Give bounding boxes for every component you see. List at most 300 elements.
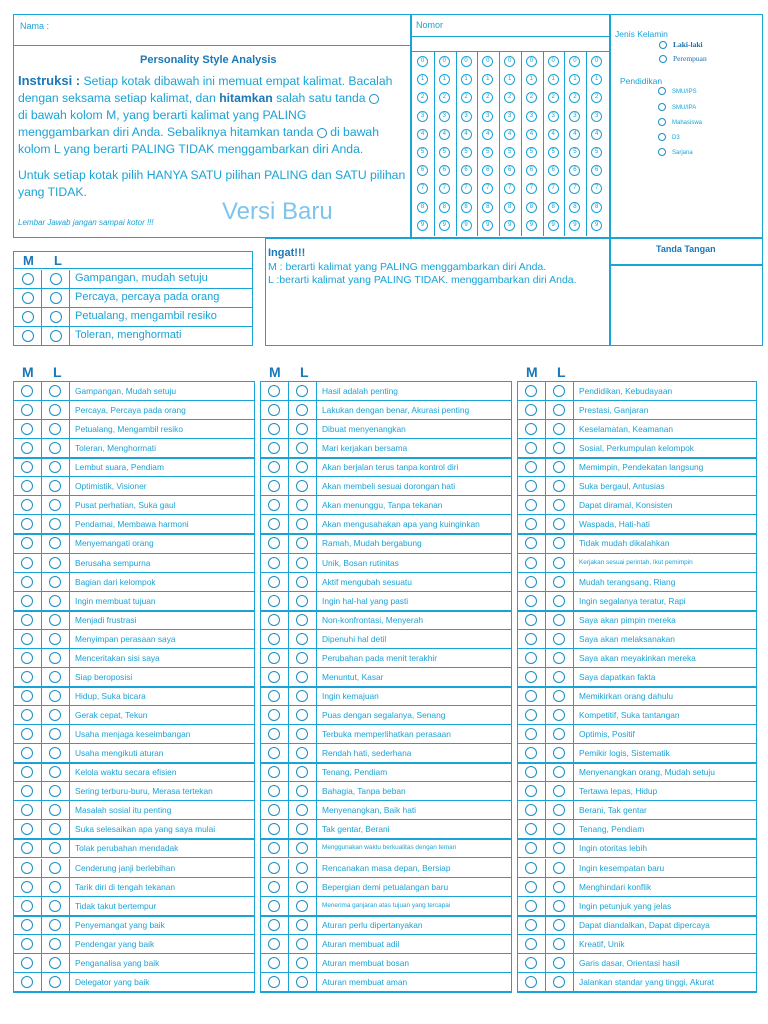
m-cell[interactable]: [14, 725, 42, 743]
radio-m-icon[interactable]: [21, 728, 33, 740]
m-cell[interactable]: [518, 477, 546, 495]
radio-m-icon[interactable]: [525, 652, 537, 664]
sample-l-cell[interactable]: [42, 270, 70, 289]
radio-m-icon[interactable]: [268, 938, 280, 950]
l-cell[interactable]: [546, 630, 574, 648]
nomor-digit-bubble[interactable]: 6: [461, 165, 472, 176]
m-cell[interactable]: [261, 611, 289, 629]
m-cell[interactable]: [14, 973, 42, 991]
nomor-digit-bubble[interactable]: 1: [504, 74, 515, 85]
l-cell[interactable]: [546, 592, 574, 610]
radio-l-icon[interactable]: [49, 480, 61, 492]
radio-m-icon[interactable]: [21, 900, 33, 912]
radio-m-icon[interactable]: [21, 862, 33, 874]
m-cell[interactable]: [14, 744, 42, 762]
radio-l-icon[interactable]: [296, 938, 308, 950]
radio-l-icon[interactable]: [49, 576, 61, 588]
l-cell[interactable]: [42, 725, 70, 743]
radio-l-icon[interactable]: [553, 957, 565, 969]
radio-m-icon[interactable]: [268, 900, 280, 912]
l-cell[interactable]: [289, 668, 317, 686]
signature-box[interactable]: [610, 238, 763, 346]
gender-option-male[interactable]: Laki-laki: [659, 40, 703, 49]
nomor-digit-bubble[interactable]: 7: [504, 183, 515, 194]
l-cell[interactable]: [546, 496, 574, 514]
radio-l-icon[interactable]: [296, 385, 308, 397]
l-cell[interactable]: [42, 897, 70, 915]
l-cell[interactable]: [289, 592, 317, 610]
pendidikan-option-sarjana[interactable]: Sarjana: [658, 148, 693, 156]
nomor-digit-bubble[interactable]: 7: [548, 183, 559, 194]
l-cell[interactable]: [42, 859, 70, 877]
radio-m-icon[interactable]: [525, 385, 537, 397]
radio-l-icon[interactable]: [553, 785, 565, 797]
radio-l-icon[interactable]: [49, 823, 61, 835]
radio-m-icon[interactable]: [525, 938, 537, 950]
nomor-digit-bubble[interactable]: 5: [482, 147, 493, 158]
l-cell[interactable]: [546, 763, 574, 781]
l-cell[interactable]: [546, 706, 574, 724]
radio-l-icon[interactable]: [553, 633, 565, 645]
m-cell[interactable]: [261, 592, 289, 610]
nomor-digit-bubble[interactable]: 0: [504, 56, 515, 67]
m-cell[interactable]: [518, 954, 546, 972]
l-cell[interactable]: [289, 801, 317, 819]
m-cell[interactable]: [518, 801, 546, 819]
radio-m-icon[interactable]: [268, 671, 280, 683]
nomor-digit-bubble[interactable]: 9: [504, 220, 515, 231]
m-cell[interactable]: [518, 706, 546, 724]
nomor-digit-bubble[interactable]: 3: [526, 111, 537, 122]
l-cell[interactable]: [546, 554, 574, 572]
nomor-digit-bubble[interactable]: 1: [482, 74, 493, 85]
radio-l-icon[interactable]: [553, 595, 565, 607]
radio-l-icon[interactable]: [49, 499, 61, 511]
l-cell[interactable]: [546, 420, 574, 438]
radio-l-icon[interactable]: [553, 518, 565, 530]
m-cell[interactable]: [518, 744, 546, 762]
radio-l-icon[interactable]: [49, 423, 61, 435]
nomor-digit-bubble[interactable]: 7: [482, 183, 493, 194]
m-cell[interactable]: [261, 763, 289, 781]
radio-m-icon[interactable]: [21, 766, 33, 778]
radio-m-icon[interactable]: [268, 957, 280, 969]
l-cell[interactable]: [546, 954, 574, 972]
m-cell[interactable]: [261, 935, 289, 953]
m-cell[interactable]: [261, 725, 289, 743]
radio-m-icon[interactable]: [21, 919, 33, 931]
l-cell[interactable]: [546, 477, 574, 495]
m-cell[interactable]: [261, 554, 289, 572]
radio-l-icon[interactable]: [553, 862, 565, 874]
m-cell[interactable]: [261, 916, 289, 934]
nomor-digit-bubble[interactable]: 1: [526, 74, 537, 85]
nomor-digit-bubble[interactable]: 1: [591, 74, 602, 85]
radio-m-icon[interactable]: [525, 842, 537, 854]
radio-l-icon[interactable]: [553, 423, 565, 435]
radio-l-icon[interactable]: [296, 766, 308, 778]
radio-l-icon[interactable]: [49, 537, 61, 549]
radio-m-icon[interactable]: [21, 595, 33, 607]
radio-m-icon[interactable]: [21, 633, 33, 645]
radio-m-icon[interactable]: [268, 728, 280, 740]
l-cell[interactable]: [289, 725, 317, 743]
nomor-digit-bubble[interactable]: 9: [591, 220, 602, 231]
pendidikan-option-d3[interactable]: D3: [658, 133, 680, 141]
nomor-digit-bubble[interactable]: 7: [569, 183, 580, 194]
radio-m-icon[interactable]: [268, 423, 280, 435]
l-cell[interactable]: [289, 439, 317, 457]
radio-l-icon[interactable]: [296, 728, 308, 740]
radio-m-icon[interactable]: [525, 614, 537, 626]
m-cell[interactable]: [518, 458, 546, 476]
l-cell[interactable]: [289, 515, 317, 533]
nomor-digit-bubble[interactable]: 6: [548, 165, 559, 176]
pendidikan-option-smu-ipa[interactable]: SMU/IPA: [658, 103, 696, 111]
radio-m-icon[interactable]: [21, 614, 33, 626]
m-cell[interactable]: [518, 859, 546, 877]
radio-l-icon[interactable]: [553, 747, 565, 759]
l-cell[interactable]: [42, 954, 70, 972]
radio-l-icon[interactable]: [49, 919, 61, 931]
m-cell[interactable]: [14, 515, 42, 533]
radio-m-icon[interactable]: [268, 766, 280, 778]
m-cell[interactable]: [518, 592, 546, 610]
l-cell[interactable]: [546, 611, 574, 629]
l-cell[interactable]: [289, 973, 317, 991]
l-cell[interactable]: [289, 477, 317, 495]
m-cell[interactable]: [14, 611, 42, 629]
l-cell[interactable]: [42, 973, 70, 991]
l-cell[interactable]: [42, 496, 70, 514]
l-cell[interactable]: [42, 668, 70, 686]
m-cell[interactable]: [14, 687, 42, 705]
m-cell[interactable]: [261, 801, 289, 819]
l-cell[interactable]: [289, 401, 317, 419]
radio-l-icon[interactable]: [553, 919, 565, 931]
radio-l-icon[interactable]: [553, 499, 565, 511]
nomor-digit-bubble[interactable]: 8: [482, 202, 493, 213]
l-cell[interactable]: [42, 458, 70, 476]
nomor-digit-bubble[interactable]: 8: [526, 202, 537, 213]
nomor-digit-bubble[interactable]: 3: [569, 111, 580, 122]
radio-m-icon[interactable]: [22, 273, 34, 285]
radio-l-icon[interactable]: [296, 537, 308, 549]
radio-l-icon[interactable]: [296, 709, 308, 721]
m-cell[interactable]: [261, 897, 289, 915]
nomor-digit-bubble[interactable]: 3: [461, 111, 472, 122]
m-cell[interactable]: [14, 439, 42, 457]
radio-l-icon[interactable]: [49, 518, 61, 530]
m-cell[interactable]: [261, 954, 289, 972]
radio-m-icon[interactable]: [268, 595, 280, 607]
radio-l-icon[interactable]: [553, 576, 565, 588]
radio-l-icon[interactable]: [553, 480, 565, 492]
radio-m-icon[interactable]: [21, 557, 33, 569]
nomor-digit-bubble[interactable]: 8: [548, 202, 559, 213]
nomor-digit-bubble[interactable]: 9: [461, 220, 472, 231]
m-cell[interactable]: [261, 687, 289, 705]
l-cell[interactable]: [546, 859, 574, 877]
radio-l-icon[interactable]: [553, 728, 565, 740]
radio-l-icon[interactable]: [296, 442, 308, 454]
l-cell[interactable]: [289, 897, 317, 915]
radio-m-icon[interactable]: [21, 652, 33, 664]
radio-l-icon[interactable]: [49, 652, 61, 664]
radio-m-icon[interactable]: [21, 499, 33, 511]
l-cell[interactable]: [42, 401, 70, 419]
radio-l-icon[interactable]: [49, 404, 61, 416]
nomor-digit-bubble[interactable]: 2: [504, 92, 515, 103]
m-cell[interactable]: [14, 420, 42, 438]
nomor-digit-bubble[interactable]: 4: [504, 129, 515, 140]
sample-m-cell[interactable]: [14, 327, 42, 346]
nomor-digit-bubble[interactable]: 3: [504, 111, 515, 122]
sample-l-cell[interactable]: [42, 289, 70, 308]
radio-m-icon[interactable]: [21, 957, 33, 969]
m-cell[interactable]: [261, 382, 289, 400]
radio-m-icon[interactable]: [21, 747, 33, 759]
nama-field[interactable]: [14, 15, 410, 46]
radio-m-icon[interactable]: [525, 423, 537, 435]
radio-m-icon[interactable]: [21, 461, 33, 473]
radio-m-icon[interactable]: [525, 804, 537, 816]
radio-l-icon[interactable]: [553, 938, 565, 950]
l-cell[interactable]: [42, 554, 70, 572]
m-cell[interactable]: [518, 649, 546, 667]
radio-l-icon[interactable]: [49, 900, 61, 912]
radio-m-icon[interactable]: [525, 785, 537, 797]
nomor-digit-bubble[interactable]: 2: [417, 92, 428, 103]
l-cell[interactable]: [546, 534, 574, 552]
radio-m-icon[interactable]: [21, 671, 33, 683]
radio-m-icon[interactable]: [525, 557, 537, 569]
m-cell[interactable]: [518, 554, 546, 572]
radio-m-icon[interactable]: [21, 785, 33, 797]
m-cell[interactable]: [14, 592, 42, 610]
radio-l-icon[interactable]: [553, 766, 565, 778]
radio-l-icon[interactable]: [553, 442, 565, 454]
nomor-digit-bubble[interactable]: 5: [526, 147, 537, 158]
sample-m-cell[interactable]: [14, 270, 42, 289]
gender-option-female[interactable]: Perempuan: [659, 54, 707, 63]
radio-l-icon[interactable]: [296, 671, 308, 683]
l-cell[interactable]: [42, 687, 70, 705]
radio-m-icon[interactable]: [21, 842, 33, 854]
m-cell[interactable]: [14, 496, 42, 514]
l-cell[interactable]: [289, 839, 317, 857]
radio-m-icon[interactable]: [22, 292, 34, 304]
radio-m-icon[interactable]: [268, 862, 280, 874]
m-cell[interactable]: [261, 706, 289, 724]
radio-m-icon[interactable]: [525, 499, 537, 511]
nomor-digit-bubble[interactable]: 3: [417, 111, 428, 122]
l-cell[interactable]: [289, 382, 317, 400]
m-cell[interactable]: [261, 820, 289, 838]
radio-l-icon[interactable]: [553, 461, 565, 473]
radio-l-icon[interactable]: [49, 614, 61, 626]
l-cell[interactable]: [546, 973, 574, 991]
m-cell[interactable]: [14, 382, 42, 400]
nomor-digit-bubble[interactable]: 6: [482, 165, 493, 176]
nomor-digit-bubble[interactable]: 5: [548, 147, 559, 158]
nomor-digit-bubble[interactable]: 8: [591, 202, 602, 213]
nomor-digit-bubble[interactable]: 4: [569, 129, 580, 140]
l-cell[interactable]: [289, 763, 317, 781]
nomor-digit-bubble[interactable]: 5: [417, 147, 428, 158]
radio-m-icon[interactable]: [525, 976, 537, 988]
radio-l-icon[interactable]: [296, 576, 308, 588]
nomor-digit-bubble[interactable]: 8: [439, 202, 450, 213]
nomor-digit-bubble[interactable]: 4: [417, 129, 428, 140]
l-cell[interactable]: [289, 420, 317, 438]
m-cell[interactable]: [14, 897, 42, 915]
radio-m-icon[interactable]: [22, 311, 34, 323]
m-cell[interactable]: [518, 630, 546, 648]
l-cell[interactable]: [42, 649, 70, 667]
m-cell[interactable]: [518, 820, 546, 838]
l-cell[interactable]: [289, 878, 317, 896]
nomor-digit-bubble[interactable]: 1: [569, 74, 580, 85]
radio-l-icon[interactable]: [296, 785, 308, 797]
nomor-digit-bubble[interactable]: 9: [439, 220, 450, 231]
l-cell[interactable]: [289, 916, 317, 934]
nomor-digit-bubble[interactable]: 9: [526, 220, 537, 231]
radio-l-icon[interactable]: [296, 804, 308, 816]
nomor-digit-bubble[interactable]: 5: [439, 147, 450, 158]
radio-l-icon[interactable]: [553, 614, 565, 626]
radio-m-icon[interactable]: [268, 976, 280, 988]
radio-m-icon[interactable]: [21, 823, 33, 835]
l-cell[interactable]: [289, 534, 317, 552]
m-cell[interactable]: [14, 916, 42, 934]
radio-m-icon[interactable]: [268, 576, 280, 588]
m-cell[interactable]: [261, 668, 289, 686]
l-cell[interactable]: [546, 801, 574, 819]
radio-m-icon[interactable]: [21, 404, 33, 416]
nomor-digit-bubble[interactable]: 2: [569, 92, 580, 103]
sample-m-cell[interactable]: [14, 289, 42, 308]
nomor-digit-bubble[interactable]: 4: [482, 129, 493, 140]
m-cell[interactable]: [518, 763, 546, 781]
radio-l-icon[interactable]: [296, 461, 308, 473]
radio-l-icon[interactable]: [553, 690, 565, 702]
radio-l-icon[interactable]: [50, 311, 62, 323]
nomor-digit-bubble[interactable]: 9: [482, 220, 493, 231]
radio-m-icon[interactable]: [525, 633, 537, 645]
m-cell[interactable]: [14, 630, 42, 648]
l-cell[interactable]: [42, 630, 70, 648]
m-cell[interactable]: [261, 782, 289, 800]
radio-m-icon[interactable]: [525, 518, 537, 530]
nomor-digit-bubble[interactable]: 7: [591, 183, 602, 194]
m-cell[interactable]: [261, 878, 289, 896]
m-cell[interactable]: [14, 573, 42, 591]
radio-l-icon[interactable]: [296, 518, 308, 530]
m-cell[interactable]: [14, 801, 42, 819]
l-cell[interactable]: [546, 725, 574, 743]
radio-m-icon[interactable]: [21, 518, 33, 530]
radio-m-icon[interactable]: [525, 595, 537, 607]
radio-m-icon[interactable]: [21, 537, 33, 549]
m-cell[interactable]: [261, 534, 289, 552]
radio-m-icon[interactable]: [21, 442, 33, 454]
radio-m-icon[interactable]: [268, 633, 280, 645]
radio-l-icon[interactable]: [553, 842, 565, 854]
nomor-digit-bubble[interactable]: 9: [417, 220, 428, 231]
radio-l-icon[interactable]: [49, 690, 61, 702]
radio-m-icon[interactable]: [268, 537, 280, 549]
l-cell[interactable]: [289, 687, 317, 705]
radio-m-icon[interactable]: [525, 690, 537, 702]
radio-l-icon[interactable]: [553, 804, 565, 816]
radio-m-icon[interactable]: [268, 614, 280, 626]
radio-l-icon[interactable]: [296, 842, 308, 854]
l-cell[interactable]: [42, 782, 70, 800]
l-cell[interactable]: [42, 916, 70, 934]
radio-l-icon[interactable]: [50, 330, 62, 342]
m-cell[interactable]: [14, 782, 42, 800]
radio-l-icon[interactable]: [49, 595, 61, 607]
l-cell[interactable]: [42, 534, 70, 552]
nomor-digit-bubble[interactable]: 2: [591, 92, 602, 103]
l-cell[interactable]: [546, 782, 574, 800]
m-cell[interactable]: [518, 496, 546, 514]
m-cell[interactable]: [261, 496, 289, 514]
radio-m-icon[interactable]: [21, 576, 33, 588]
l-cell[interactable]: [289, 935, 317, 953]
l-cell[interactable]: [42, 801, 70, 819]
nomor-digit-bubble[interactable]: 4: [439, 129, 450, 140]
radio-l-icon[interactable]: [296, 957, 308, 969]
m-cell[interactable]: [14, 763, 42, 781]
radio-l-icon[interactable]: [49, 671, 61, 683]
l-cell[interactable]: [42, 573, 70, 591]
m-cell[interactable]: [261, 573, 289, 591]
l-cell[interactable]: [289, 782, 317, 800]
radio-l-icon[interactable]: [553, 557, 565, 569]
m-cell[interactable]: [518, 534, 546, 552]
radio-l-icon[interactable]: [50, 292, 62, 304]
nomor-digit-bubble[interactable]: 1: [548, 74, 559, 85]
nomor-digit-bubble[interactable]: 8: [461, 202, 472, 213]
radio-l-icon[interactable]: [296, 881, 308, 893]
nomor-digit-bubble[interactable]: 8: [569, 202, 580, 213]
l-cell[interactable]: [546, 839, 574, 857]
m-cell[interactable]: [261, 420, 289, 438]
radio-m-icon[interactable]: [525, 747, 537, 759]
l-cell[interactable]: [42, 878, 70, 896]
nomor-digit-bubble[interactable]: 2: [526, 92, 537, 103]
nomor-digit-bubble[interactable]: 3: [591, 111, 602, 122]
radio-m-icon[interactable]: [268, 499, 280, 511]
radio-l-icon[interactable]: [49, 842, 61, 854]
nomor-digit-bubble[interactable]: 5: [569, 147, 580, 158]
radio-m-icon[interactable]: [525, 766, 537, 778]
radio-m-icon[interactable]: [525, 442, 537, 454]
m-cell[interactable]: [518, 611, 546, 629]
nomor-digit-bubble[interactable]: 1: [461, 74, 472, 85]
l-cell[interactable]: [42, 592, 70, 610]
m-cell[interactable]: [14, 839, 42, 857]
radio-l-icon[interactable]: [296, 557, 308, 569]
m-cell[interactable]: [518, 420, 546, 438]
radio-m-icon[interactable]: [268, 480, 280, 492]
nomor-digit-bubble[interactable]: 6: [439, 165, 450, 176]
radio-m-icon[interactable]: [22, 330, 34, 342]
radio-l-icon[interactable]: [296, 900, 308, 912]
m-cell[interactable]: [518, 782, 546, 800]
